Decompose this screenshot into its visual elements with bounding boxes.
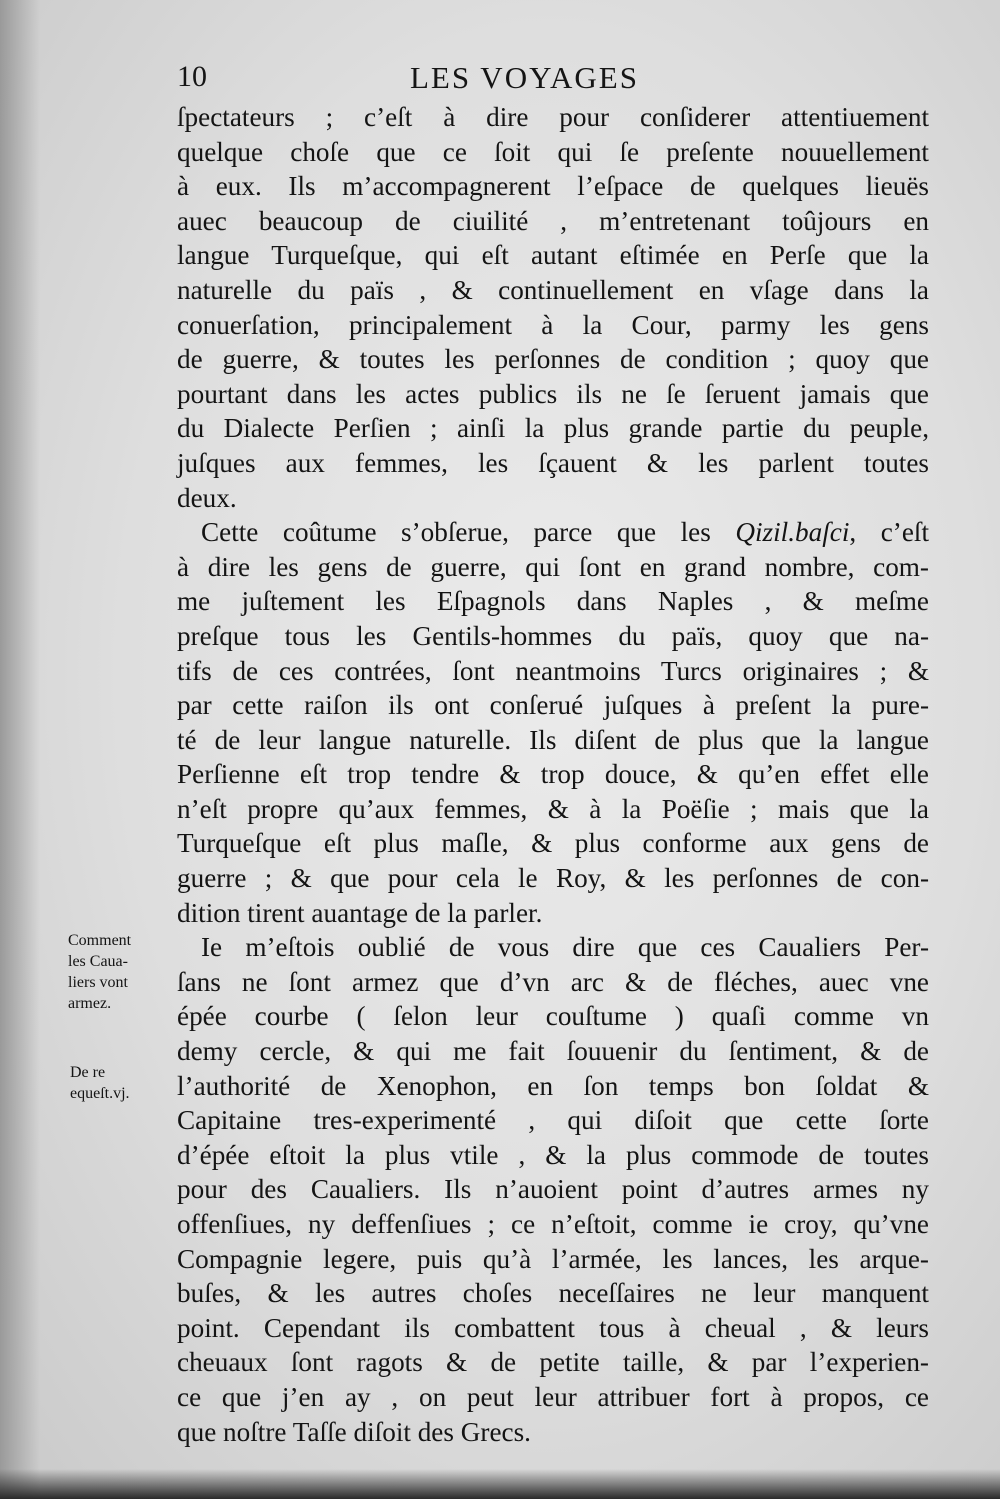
text-line: ſans ne ſont armez que d’vn arc & de fléches, auec vne — [177, 966, 929, 997]
text-line: demy cercle, & qui me fait ſouuenir du ſentiment, & de — [177, 1036, 929, 1067]
text-line: d’épée eſtoit la plus vtile , & la plus commode de toutes — [177, 1139, 929, 1170]
text-line: pourtant dans les actes publics ils ne ſe ſeruent jamais que — [177, 378, 929, 409]
text-line: guerre ; & que pour cela le Roy, & les perſonnes de con- — [177, 863, 929, 894]
text-line: à eux. Ils m’accompagnerent l’eſpace de quelques lieuës — [177, 171, 929, 202]
text-line: Perſienne eſt trop tendre & trop douce, & qu’en effet elle — [177, 759, 929, 790]
page-gutter-shadow — [0, 0, 40, 1499]
italic-term: Qizil.baſci — [735, 517, 850, 548]
text-line: Ie m’eſtois oublié de vous dire que ces Caualiers Per- — [201, 932, 929, 963]
running-head: LES VOYAGES — [410, 60, 639, 95]
text-line: point. Cependant ils combattent tous à cheual , & leurs — [177, 1312, 929, 1343]
page-number: 10 — [177, 60, 207, 93]
margin-note-line: liers vont — [68, 974, 128, 991]
page-header — [177, 60, 927, 100]
text-line: preſque tous les Gentils-hommes du païs, quoy que na- — [177, 620, 929, 651]
text-line: ſpectateurs ; c’eſt à dire pour conſiderer attentiuement — [177, 102, 929, 132]
text-line: deux. — [177, 482, 237, 513]
page-bottom-shadow — [0, 1469, 1000, 1499]
margin-note-cavalry-arms — [68, 930, 131, 1014]
text-line: naturelle du païs , & continuellement en vſage dans la — [177, 274, 929, 305]
text-line: à dire les gens de guerre, qui ſont en grand nombre, com- — [177, 551, 929, 582]
text-line: conuerſation, principalement à la Cour, parmy les gens — [177, 309, 929, 340]
text-segment: Cette coûtume s’obſerue, parce que les — [201, 517, 711, 548]
text-line: du Dialecte Perſien ; ainſi la plus grande partie du peuple, — [177, 413, 929, 444]
margin-note-line: equeſt.vj. — [70, 1085, 130, 1102]
text-line: buſes, & les autres choſes neceſſaires ne leur manquent — [177, 1278, 929, 1309]
text-line: l’authorité de Xenophon, en ſon temps bon ſoldat & — [177, 1070, 929, 1101]
text-line: Compagnie legere, puis qu’à l’armée, les lances, les arque- — [177, 1243, 929, 1274]
text-line: langue Turqueſque, qui eſt autant eſtimée en Perſe que la — [177, 240, 929, 271]
margin-note-line: Comment — [68, 932, 132, 949]
text-line: tifs de ces contrées, ſont neantmoins Turcs originaires ; & — [177, 655, 929, 686]
margin-note-line: De re — [70, 1064, 106, 1081]
text-line: que noſtre Taſſe diſoit des Grecs. — [177, 1416, 531, 1447]
margin-note-line: les Caua- — [68, 953, 128, 970]
text-line: pour des Caualiers. Ils n’auoient point d’autres armes ny — [177, 1174, 929, 1205]
text-line: Turqueſque eſt plus maſle, & plus conforme aux gens de — [177, 828, 929, 859]
text-line: épée courbe ( ſelon leur couſtume ) quaſi comme vn — [177, 1001, 929, 1032]
margin-note-citation — [70, 1062, 130, 1104]
text-line: n’eſt propre qu’aux femmes, & à la Poëſie ; mais que la — [177, 793, 929, 824]
text-line: auec beaucoup de ciuilité , m’entretenant toûjours en — [177, 205, 929, 236]
text-line: me juſtement les Eſpagnols dans Naples , & meſme — [177, 586, 929, 617]
text-line: té de leur langue naturelle. Ils diſent de plus que la langue — [177, 724, 929, 755]
text-line: Capitaine tres-experimenté , qui diſoit que cette ſorte — [177, 1105, 929, 1136]
text-line: quelque choſe que ce ſoit qui ſe preſente nouuellement — [177, 136, 929, 167]
text-line: offenſiues, ny deffenſiues ; ce n’eſtoit, comme ie croy, qu’vne — [177, 1209, 929, 1239]
text-segment: , c’eſt — [849, 517, 929, 548]
text-line: juſques aux femmes, les ſçauent & les parlent toutes — [177, 447, 929, 478]
text-line — [177, 515, 929, 550]
text-line: par cette raiſon ils ont conſerué juſques à preſent la pure- — [177, 690, 929, 721]
text-line: cheuaux ſont ragots & de petite taille, & par l’experien- — [177, 1347, 929, 1378]
margin-note-line: armez. — [68, 995, 112, 1012]
text-line: dition tirent auantage de la parler. — [177, 897, 543, 928]
text-line: de guerre, & toutes les perſonnes de condition ; quoy que — [177, 344, 929, 375]
text-line: ce que j’en ay , on peut leur attribuer fort à propos, ce — [177, 1381, 929, 1412]
main-text-block — [177, 100, 929, 1449]
